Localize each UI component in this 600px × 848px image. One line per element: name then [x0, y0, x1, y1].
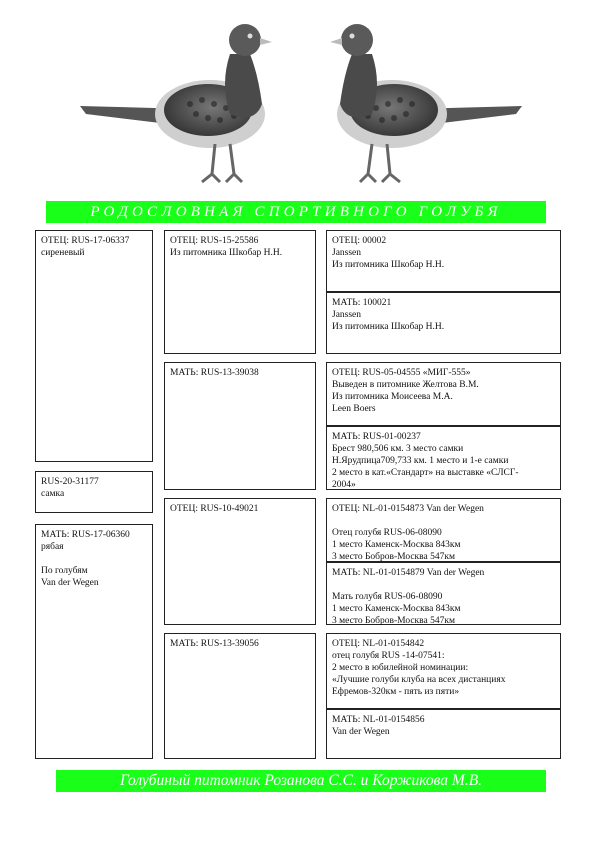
pedigree-label: МАТЬ: NL-01-0154879 Van der Wegen — [332, 568, 485, 578]
pedigree-label: RUS-20-31177 — [41, 477, 99, 487]
box-sire-dam-sire — [326, 362, 561, 426]
pedigree-line: 3 место Бобров-Москва 547км — [332, 552, 456, 562]
pedigree-label: ОТЕЦ: NL-01-0154873 Van der Wegen — [332, 504, 484, 514]
pedigree-line: Брест 980,506 км. 3 место самки — [332, 444, 464, 454]
pedigree-label: МАТЬ: RUS-17-06360 — [41, 530, 130, 540]
pedigree-line: 1 место Каменск-Москва 843км — [332, 540, 461, 550]
pedigree-line: 2 место в кат.«Стандарт» на выставке «СЛСГ- — [332, 468, 519, 478]
pedigree-line: Из питомника Шкобар Н.Н. — [332, 322, 445, 332]
pedigree-line — [332, 515, 555, 527]
pedigree-line — [41, 553, 147, 565]
pedigree-line: Выведен в питомнике Желтова В.М. — [332, 380, 479, 390]
box-sire-sire-dam — [326, 292, 561, 354]
pedigree-label: МАТЬ: RUS-01-00237 — [332, 432, 421, 442]
pedigree-label: ОТЕЦ: RUS-15-25586 — [170, 236, 259, 246]
pedigree-line: рябая — [41, 542, 64, 552]
box-dam-sire-dam — [326, 562, 561, 625]
pedigree-line: Van der Wegen — [332, 727, 390, 737]
pedigree-line: 1 место Каменск-Москва 843км — [332, 604, 461, 614]
box-sire-dam — [164, 362, 316, 490]
pedigree-line: Janssen — [332, 248, 362, 258]
pedigree-line: 2004» — [332, 480, 356, 490]
pedigree-label: МАТЬ: RUS-13-39056 — [170, 639, 259, 649]
pedigree-line: отец голубя RUS -14-07541: — [332, 651, 445, 661]
pedigree-line: Из питомника Шкобар Н.Н. — [332, 260, 445, 270]
box-dam-dam-sire — [326, 633, 561, 709]
pedigree-line: Из питомника Шкобар Н.Н. — [170, 248, 283, 258]
pedigree-line: Н.Ярудпица709,733 км. 1 место и 1-е самки — [332, 456, 509, 466]
pedigree-label: ОТЕЦ: RUS-05-04555 «МИГ-555» — [332, 368, 471, 378]
box-bird-id — [35, 471, 153, 513]
pedigree-label: МАТЬ: RUS-13-39038 — [170, 368, 259, 378]
pedigree-label: МАТЬ: NL-01-0154856 — [332, 715, 425, 725]
box-dam-dam — [164, 633, 316, 759]
pedigree-line: По голубям — [41, 566, 88, 576]
pedigree-label: ОТЕЦ: RUS-10-49021 — [170, 504, 259, 514]
box-sire-sire-sire — [326, 230, 561, 292]
pedigree-line: самка — [41, 489, 65, 499]
pedigree-line: «Лучшие голуби клуба на всех дистанциях — [332, 675, 506, 685]
pigeon-left-image — [80, 14, 290, 194]
box-dam-dam-dam — [326, 709, 561, 759]
pedigree-line: сиреневый — [41, 248, 85, 258]
pedigree-label: ОТЕЦ: 00002 — [332, 236, 387, 246]
pedigree-line: Из питомника Моисеева М.А. — [332, 392, 453, 402]
box-sire-dam-dam — [326, 426, 561, 490]
pedigree-line: 3 место Бобров-Москва 547км — [332, 616, 456, 626]
pedigree-line: Мать голубя RUS-06-08090 — [332, 592, 443, 602]
pedigree-title: РОДОСЛОВНАЯ СПОРТИВНОГО ГОЛУБЯ — [46, 201, 546, 223]
pedigree-line: Отец голубя RUS-06-08090 — [332, 528, 442, 538]
pedigree-line: 2 место в юбилейной номинации: — [332, 663, 469, 673]
pedigree-line: Janssen — [332, 310, 362, 320]
pedigree-line: Ефремов-320км - пять из пяти» — [332, 687, 460, 697]
pedigree-line: Leen Boers — [332, 404, 376, 414]
box-dam-sire-sire — [326, 498, 561, 562]
pigeon-right-image — [312, 14, 522, 194]
box-sire — [35, 230, 153, 462]
pedigree-line — [332, 579, 555, 591]
box-sire-sire — [164, 230, 316, 354]
pedigree-label: МАТЬ: 100021 — [332, 298, 392, 308]
box-dam-sire — [164, 498, 316, 625]
pedigree-line: Van der Wegen — [41, 578, 99, 588]
pedigree-label: ОТЕЦ: RUS-17-06337 — [41, 236, 130, 246]
kennel-footer: Голубиный питомник Розанова С.С. и Коржикова М.В. — [56, 770, 546, 792]
box-dam — [35, 524, 153, 759]
pedigree-label: ОТЕЦ: NL-01-0154842 — [332, 639, 425, 649]
